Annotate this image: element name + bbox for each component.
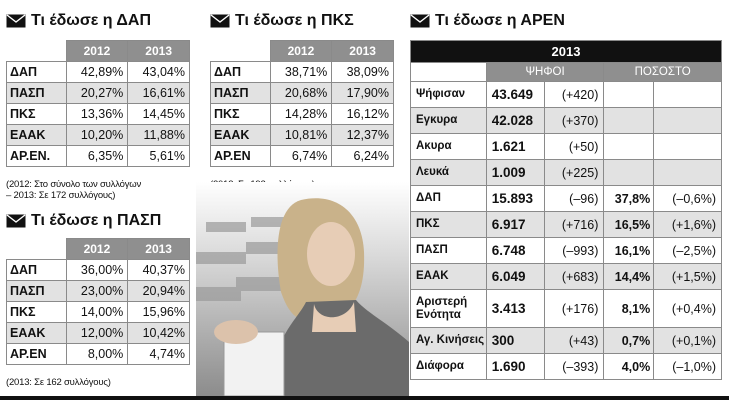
table-row: ΔΑΠ 36,00% 40,37%	[7, 260, 190, 281]
table-row: ΑΡ.ΕΝ 6,74% 6,24%	[211, 146, 394, 167]
table-row: ΑΡ.ΕΝ. 6,35% 5,61%	[7, 146, 190, 167]
dap-box-title: Τι έδωσε η ΔΑΠ	[31, 12, 152, 29]
pks-box-title: Τι έδωσε η ΠΚΣ	[235, 12, 354, 29]
table-row: ΠΚΣ 14,00% 15,96%	[7, 302, 190, 323]
dap-results-table	[6, 40, 190, 167]
pasp-box-note: (2013: Σε 162 συλλόγους)	[6, 377, 111, 388]
table-row: ΔΑΠ 15.893 (–96) 37,8% (–0,6%)	[411, 186, 722, 212]
aren-year-header: 2013	[411, 41, 722, 63]
envelope-icon	[6, 14, 26, 28]
pasp-box-title: Τι έδωσε η ΠΑΣΠ	[31, 212, 162, 229]
dap-box-heading	[6, 12, 151, 30]
table-row: ΠΚΣ 13,36% 14,45%	[7, 104, 190, 125]
envelope-icon	[410, 14, 430, 28]
table-row: ΕΑΑΚ 10,81% 12,37%	[211, 125, 394, 146]
table-row: Ακυρα 1.621 (+50)	[411, 134, 722, 160]
table-row: ΕΑΑΚ 10,20% 11,88%	[7, 125, 190, 146]
dap-box-note: (2012: Στο σύνολο των συλλόγων – 2013: Σε 172 συλλόγους)	[6, 179, 142, 201]
table-row: ΠΑΣΠ 20,27% 16,61%	[7, 83, 190, 104]
votes-column-header: ΨΗΦΟΙ	[486, 63, 604, 82]
table-row: ΠΚΣ 14,28% 16,12%	[211, 104, 394, 125]
table-row: Αριστερή Ενότητα 3.413 (+176) 8,1% (+0,4%)	[411, 290, 722, 328]
table-row: Εγκυρα 42.028 (+370)	[411, 108, 722, 134]
table-row: Διάφορα 1.690 (–393) 4,0% (–1,0%)	[411, 354, 722, 380]
table-row: ΑΡ.ΕΝ 8,00% 4,74%	[7, 344, 190, 365]
student-voting-photo	[196, 182, 409, 396]
envelope-icon	[210, 14, 230, 28]
bottom-rule	[0, 396, 729, 400]
aren-results-table	[410, 40, 722, 380]
table-row: ΠΑΣΠ 20,68% 17,90%	[211, 83, 394, 104]
year-header-2013: 2013	[128, 239, 190, 260]
year-header-2012: 2012	[66, 41, 128, 62]
pasp-results-table	[6, 238, 190, 365]
pks-box-heading	[210, 12, 354, 30]
aren-box-title: Τι έδωσε η ΑΡΕΝ	[435, 12, 565, 29]
year-header-2013: 2013	[332, 41, 394, 62]
pks-results-table	[210, 40, 394, 167]
table-row: ΕΑΑΚ 6.049 (+683) 14,4% (+1,5%)	[411, 264, 722, 290]
envelope-icon	[6, 214, 26, 228]
table-row: ΔΑΠ 42,89% 43,04%	[7, 62, 190, 83]
table-row: ΕΑΑΚ 12,00% 10,42%	[7, 323, 190, 344]
percent-column-header: ΠΟΣΟΣΤΟ	[604, 63, 722, 82]
year-header-2013: 2013	[128, 41, 190, 62]
aren-box-heading	[410, 12, 565, 30]
student-photo-illustration	[196, 182, 409, 396]
table-row: ΠΚΣ 6.917 (+716) 16,5% (+1,6%)	[411, 212, 722, 238]
pasp-box-heading	[6, 212, 161, 230]
table-row: Αγ. Κινήσεις 300 (+43) 0,7% (+0,1%)	[411, 328, 722, 354]
year-header-2012: 2012	[270, 41, 332, 62]
table-row: ΠΑΣΠ 23,00% 20,94%	[7, 281, 190, 302]
table-row: Λευκά 1.009 (+225)	[411, 160, 722, 186]
table-row: Ψήφισαν 43.649 (+420)	[411, 82, 722, 108]
table-row: ΠΑΣΠ 6.748 (–993) 16,1% (–2,5%)	[411, 238, 722, 264]
table-row: ΔΑΠ 38,71% 38,09%	[211, 62, 394, 83]
year-header-2012: 2012	[66, 239, 128, 260]
